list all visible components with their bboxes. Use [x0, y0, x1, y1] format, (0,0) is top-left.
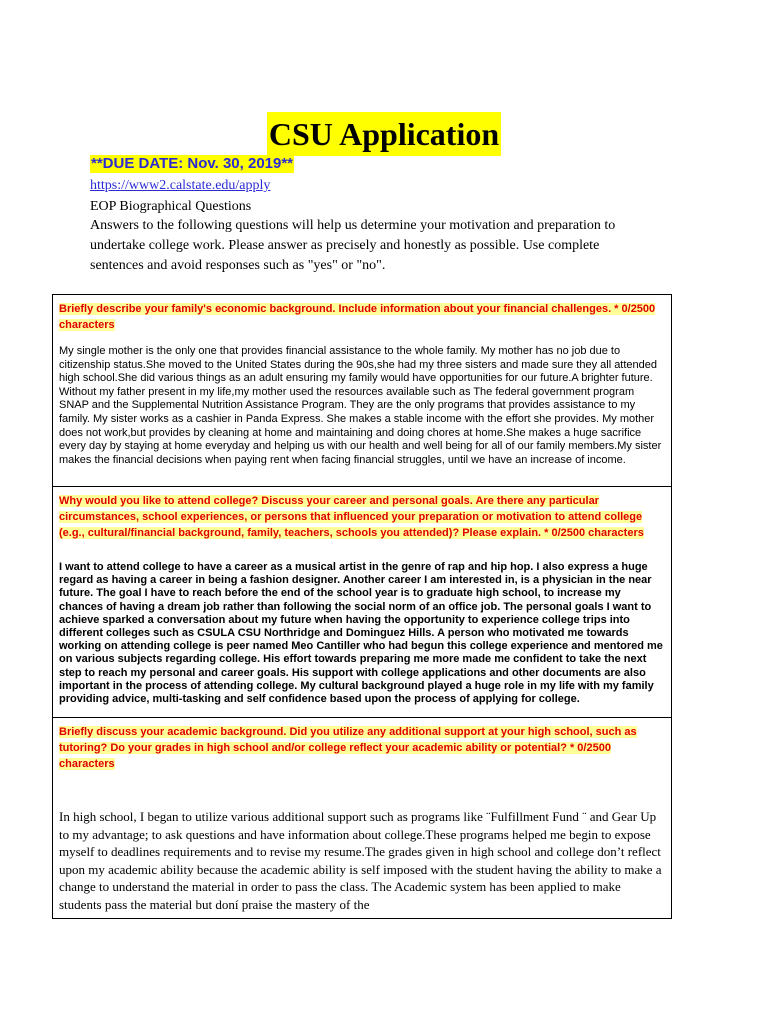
page-title: CSU Application [267, 112, 501, 156]
question-section-goals [53, 487, 671, 718]
question-prompt [53, 487, 671, 541]
answer-text: In high school, I began to utilize various additional support such as programs like ¨Fulfillment Fund ¨ and Gear Up to my advantage; to ask questions and have information about college.These programs helped me begin to expose myself to deadlines requirements and to revise my resume.The grades given in high school and college don’t reflect upon my academic ability because the academic ability is self imposed with the student having the ability to make a change to understand the material in order to pass the class. The Academic system has been applied to make students pass the material but doní praise the mastery of the [59, 809, 662, 912]
title-container [0, 112, 768, 156]
answer-text: I want to attend college to have a career as a musical artist in the genre of rap and hip hop. I also express a huge regard as having a career in being a fashion designer. Another career I am interested in, is a physician in the near future. The goal I have to reach before the end of the school year is to graduate high school, to increase my chances of having a dream job rather than following the social norm of an office job. The personal goals I want to achieve sparked a conversation about my future when having the opportunity to experience college trips into different colleges such as CSULA CSU Northridge and Dominguez Hills. A person who motivated me towards working on attending college is peer named Meo Cantiller who had begun this college experience and mentored me on various subjects regarding college. His effort towards preparing me more made me confident to take the next step to reach my personal and career goals. His support with college applications and other documents are also important in the process of attending college. My cultural background played a huge role in my life with my family providing advice, multi-tasking and self confidence based upon the process of applying for college. [59, 561, 663, 706]
subheading: EOP Biographical Questions [90, 199, 252, 214]
question-prompt-text: Why would you like to attend college? Discuss your career and personal goals. Are there any particular circumstances, school experiences, or persons that influenced your preparation or motivation to attend college (e.g., cultural/financial background, family, teachers, schools you attended)? Please explain. * 0/2500 characters [59, 495, 644, 539]
question-prompt-text: Briefly discuss your academic background. Did you utilize any additional support at your high school, such as tutoring? Do your grades in high school and/or college reflect your academic ability or potential? * 0/2500 characters [59, 726, 637, 770]
due-date: **DUE DATE: Nov. 30, 2019** [91, 155, 294, 172]
intro-paragraph: Answers to the following questions will help us determine your motivation and preparation to undertake college work. Please answer as precisely and honestly as possible. Use complete sentences and avoid responses such as "yes" or "no". [90, 218, 616, 273]
answer-text: My single mother is the only one that provides financial assistance to the whole family. My mother has no job due to citizenship status.She moved to the United States during the 90s,she had my three sisters and made sure they all attended high school.She did various things as an adult ensuring my family would have opportunities for our future.A brighter future. Without my father present in my life,my mother used the resources available such as The federal government program SNAP and the Supplemental Nutrition Assistance Program. They are the only programs that provides assistance to my family. My sister works as a cashier in Panda Express. She makes a stable income with the effort she provides. My mother does not work,but provides by cleaning at home and maintaining and doing chores at home.She makes a huge sacrifice every day by staying at home everyday and helping us with our health and well being for all of our family members.My sister makes the financial decisions when paying rent when facing financial struggles, until we have an increase of income. [59, 345, 662, 466]
question-prompt-text: Briefly describe your family's economic background. Include information about your financial challenges. * 0/2500 characters [59, 303, 656, 331]
questions-table [52, 294, 672, 919]
apply-link[interactable]: https://www2.calstate.edu/apply [90, 178, 271, 193]
question-prompt [53, 295, 671, 333]
question-prompt [53, 718, 671, 772]
question-section-academic [53, 718, 671, 918]
question-section-economic [53, 295, 671, 487]
